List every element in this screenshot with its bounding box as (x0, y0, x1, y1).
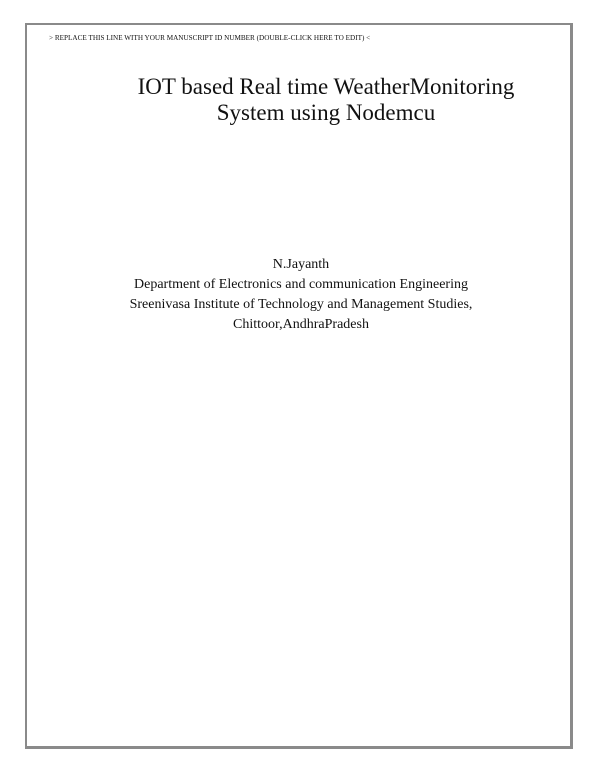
author-department: Department of Electronics and communication Engineering (134, 277, 468, 292)
author-block (27, 255, 575, 335)
paper-title-line-2: System using Nodemcu (216, 100, 436, 125)
paper-title (27, 74, 575, 126)
author-institute: Sreenivasa Institute of Technology and Management Studies, (129, 297, 473, 312)
manuscript-id-header[interactable]: > REPLACE THIS LINE WITH YOUR MANUSCRIPT ID NUMBER (DOUBLE-CLICK HERE TO EDIT) < (49, 34, 371, 42)
author-name: N.Jayanth (272, 257, 330, 272)
paper-page (25, 23, 573, 749)
author-location: Chittoor,AndhraPradesh (233, 317, 369, 332)
paper-title-line-1: IOT based Real time WeatherMonitoring (137, 74, 515, 99)
